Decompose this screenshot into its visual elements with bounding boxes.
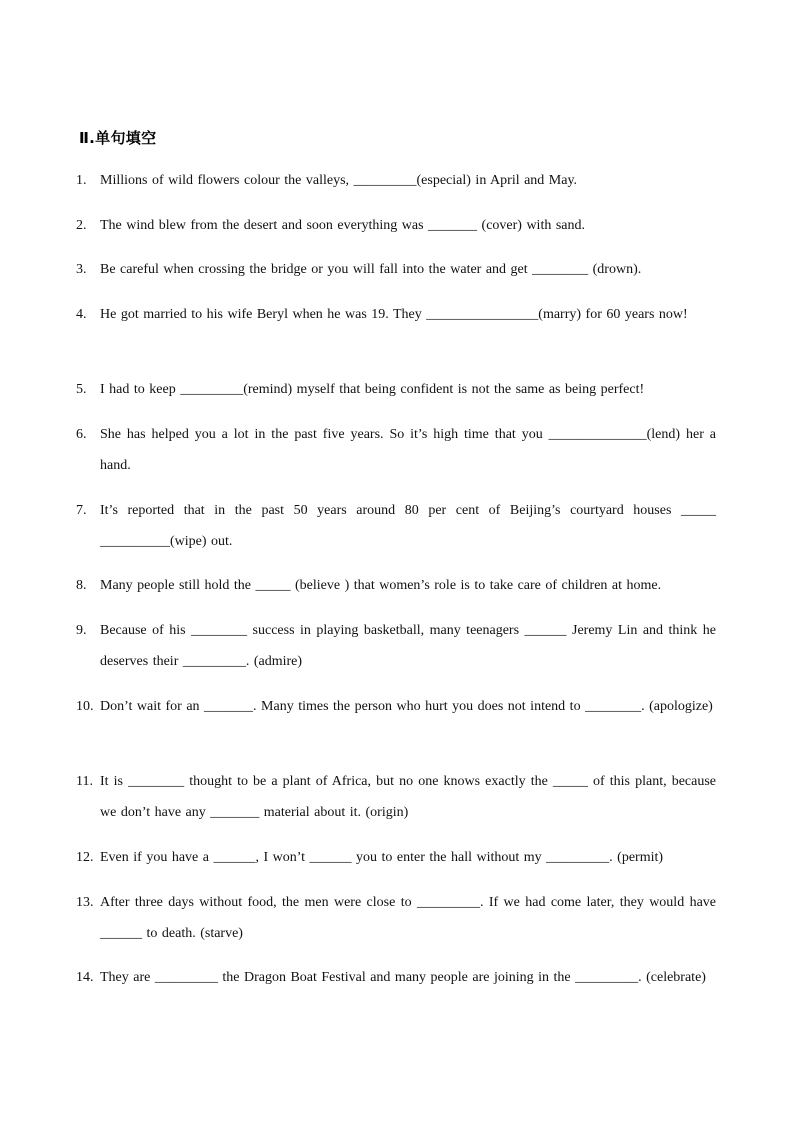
question-number: 11. xyxy=(76,774,93,789)
question-number: 12. xyxy=(76,850,94,865)
question-1 xyxy=(76,165,716,196)
question-4 xyxy=(76,299,716,330)
question-text: Many people still hold the _____ (believe ) that women’s role is to take care of children at home. xyxy=(100,578,662,593)
question-7 xyxy=(76,495,716,557)
question-text: The wind blew from the desert and soon everything was _______ (cover) with sand. xyxy=(100,218,585,233)
question-5 xyxy=(76,374,716,405)
question-number: 10. xyxy=(76,699,94,714)
question-number: 5. xyxy=(76,382,87,397)
question-text: I had to keep _________(remind) myself that being confident is not the same as being perfect! xyxy=(100,382,645,397)
question-3 xyxy=(76,254,716,285)
question-text: After three days without food, the men were close to _________. If we had come later, they would have ______ to death. (starve) xyxy=(100,895,716,941)
section-title: Ⅱ.单句填空 xyxy=(79,129,157,147)
question-10 xyxy=(76,691,716,722)
question-2 xyxy=(76,210,716,241)
question-text: She has helped you a lot in the past five years. So it’s high time that you ______________(lend) her a hand. xyxy=(100,427,716,473)
question-12 xyxy=(76,842,716,873)
question-number: 3. xyxy=(76,262,87,277)
question-6 xyxy=(76,419,716,481)
question-number: 8. xyxy=(76,578,87,593)
question-text: Be careful when crossing the bridge or you will fall into the water and get ________ (drown). xyxy=(100,262,642,277)
question-number: 4. xyxy=(76,307,87,322)
question-number: 1. xyxy=(76,173,87,188)
question-11 xyxy=(76,766,716,828)
question-text: He got married to his wife Beryl when he was 19. They ________________(marry) for 60 years now! xyxy=(100,307,688,322)
question-number: 7. xyxy=(76,503,87,518)
question-9 xyxy=(76,615,716,677)
question-8 xyxy=(76,570,716,601)
question-text: They are _________ the Dragon Boat Festival and many people are joining in the _________. (celebrate) xyxy=(100,970,706,985)
question-number: 6. xyxy=(76,427,87,442)
question-text: Even if you have a ______, I won’t ______ you to enter the hall without my _________. (permit) xyxy=(100,850,664,865)
question-text: It is ________ thought to be a plant of Africa, but no one knows exactly the _____ of this plant, because we don’t have any _______ material about it. (origin) xyxy=(100,774,716,820)
question-14 xyxy=(76,962,716,993)
question-number: 14. xyxy=(76,970,94,985)
question-text: Because of his ________ success in playing basketball, many teenagers ______ Jeremy Lin and think he deserves their _________. (admire) xyxy=(100,623,716,669)
question-number: 9. xyxy=(76,623,87,638)
question-text: It’s reported that in the past 50 years around 80 per cent of Beijing’s courtyard houses _____ __________(wipe) out. xyxy=(100,503,716,549)
question-number: 13. xyxy=(76,895,94,910)
question-13 xyxy=(76,887,716,949)
question-text: Millions of wild flowers colour the valleys, _________(especial) in April and May. xyxy=(100,173,578,188)
question-number: 2. xyxy=(76,218,87,233)
question-text: Don’t wait for an _______. Many times the person who hurt you does not intend to ________. (apologize) xyxy=(100,699,713,714)
